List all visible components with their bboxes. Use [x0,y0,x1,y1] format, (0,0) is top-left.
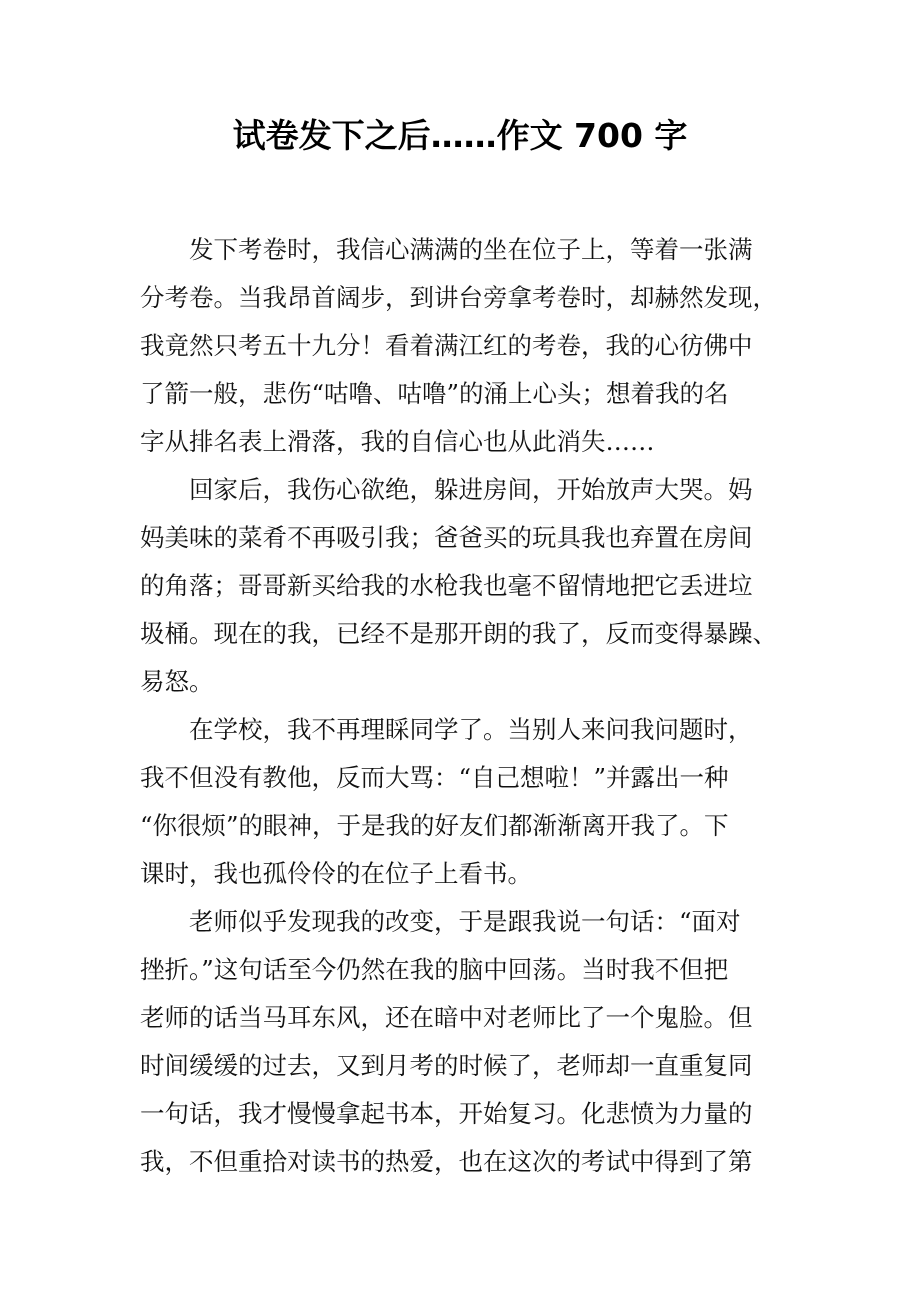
paragraph-4-line-2: 挫折。”这句话至今仍然在我的脑中回荡。当时我不但把 [140,955,729,984]
paragraph-4-line-6: 我，不但重拾对读书的热爱，也在这次的考试中得到了第 [140,1147,753,1176]
paragraph-2-line-1: 回家后，我伤心欲绝，躲进房间，开始放声大哭。妈 [189,475,753,504]
paragraph-4-line-4: 时间缓缓的过去，又到月考的时候了，老师却一直重复同 [140,1051,753,1080]
paragraph-2-line-2: 妈美味的菜肴不再吸引我；爸爸买的玩具我也弃置在房间 [140,523,753,552]
document-title: 试卷发下之后……作文 700 字 [232,116,688,155]
paragraph-3-line-4: 课时，我也孤伶伶的在位子上看书。 [140,859,532,888]
paragraph-1-line-2: 分考卷。当我昂首阔步，到讲台旁拿考卷时，却赫然发现， [140,283,777,312]
paragraph-4-line-1: 老师似乎发现我的改变，于是跟我说一句话：“面对 [189,907,741,936]
paragraph-1-line-3: 我竟然只考五十九分！看着满江红的考卷，我的心彷佛中 [140,331,753,360]
essay-body [140,226,780,1186]
paragraph-1-line-4: 了箭一般，悲伤“咕噜、咕噜”的涌上心头；想着我的名 [140,379,729,408]
paragraph-3-line-1: 在学校，我不再理睬同学了。当别人来问我问题时， [189,715,753,744]
paragraph-2-line-4: 圾桶。现在的我，已经不是那开朗的我了，反而变得暴躁、 [140,619,777,648]
paragraph-1-line-1: 发下考卷时，我信心满满的坐在位子上，等着一张满 [189,235,753,264]
paragraph-1-line-5: 字从排名表上滑落，我的自信心也从此消失…… [140,427,655,456]
paragraph-4-line-3: 老师的话当马耳东风，还在暗中对老师比了一个鬼脸。但 [140,1003,753,1032]
paragraph-3-line-2: 我不但没有教他，反而大骂：“自己想啦！”并露出一种 [140,763,729,792]
paragraph-2-line-5: 易怒。 [140,667,214,696]
paragraph-3-line-3: “你很烦”的眼神，于是我的好友们都渐渐离开我了。下 [140,811,729,840]
paragraph-2-line-3: 的角落；哥哥新买给我的水枪我也毫不留情地把它丢进垃 [140,571,753,600]
paragraph-4-line-5: 一句话，我才慢慢拿起书本，开始复习。化悲愤为力量的 [140,1099,753,1128]
